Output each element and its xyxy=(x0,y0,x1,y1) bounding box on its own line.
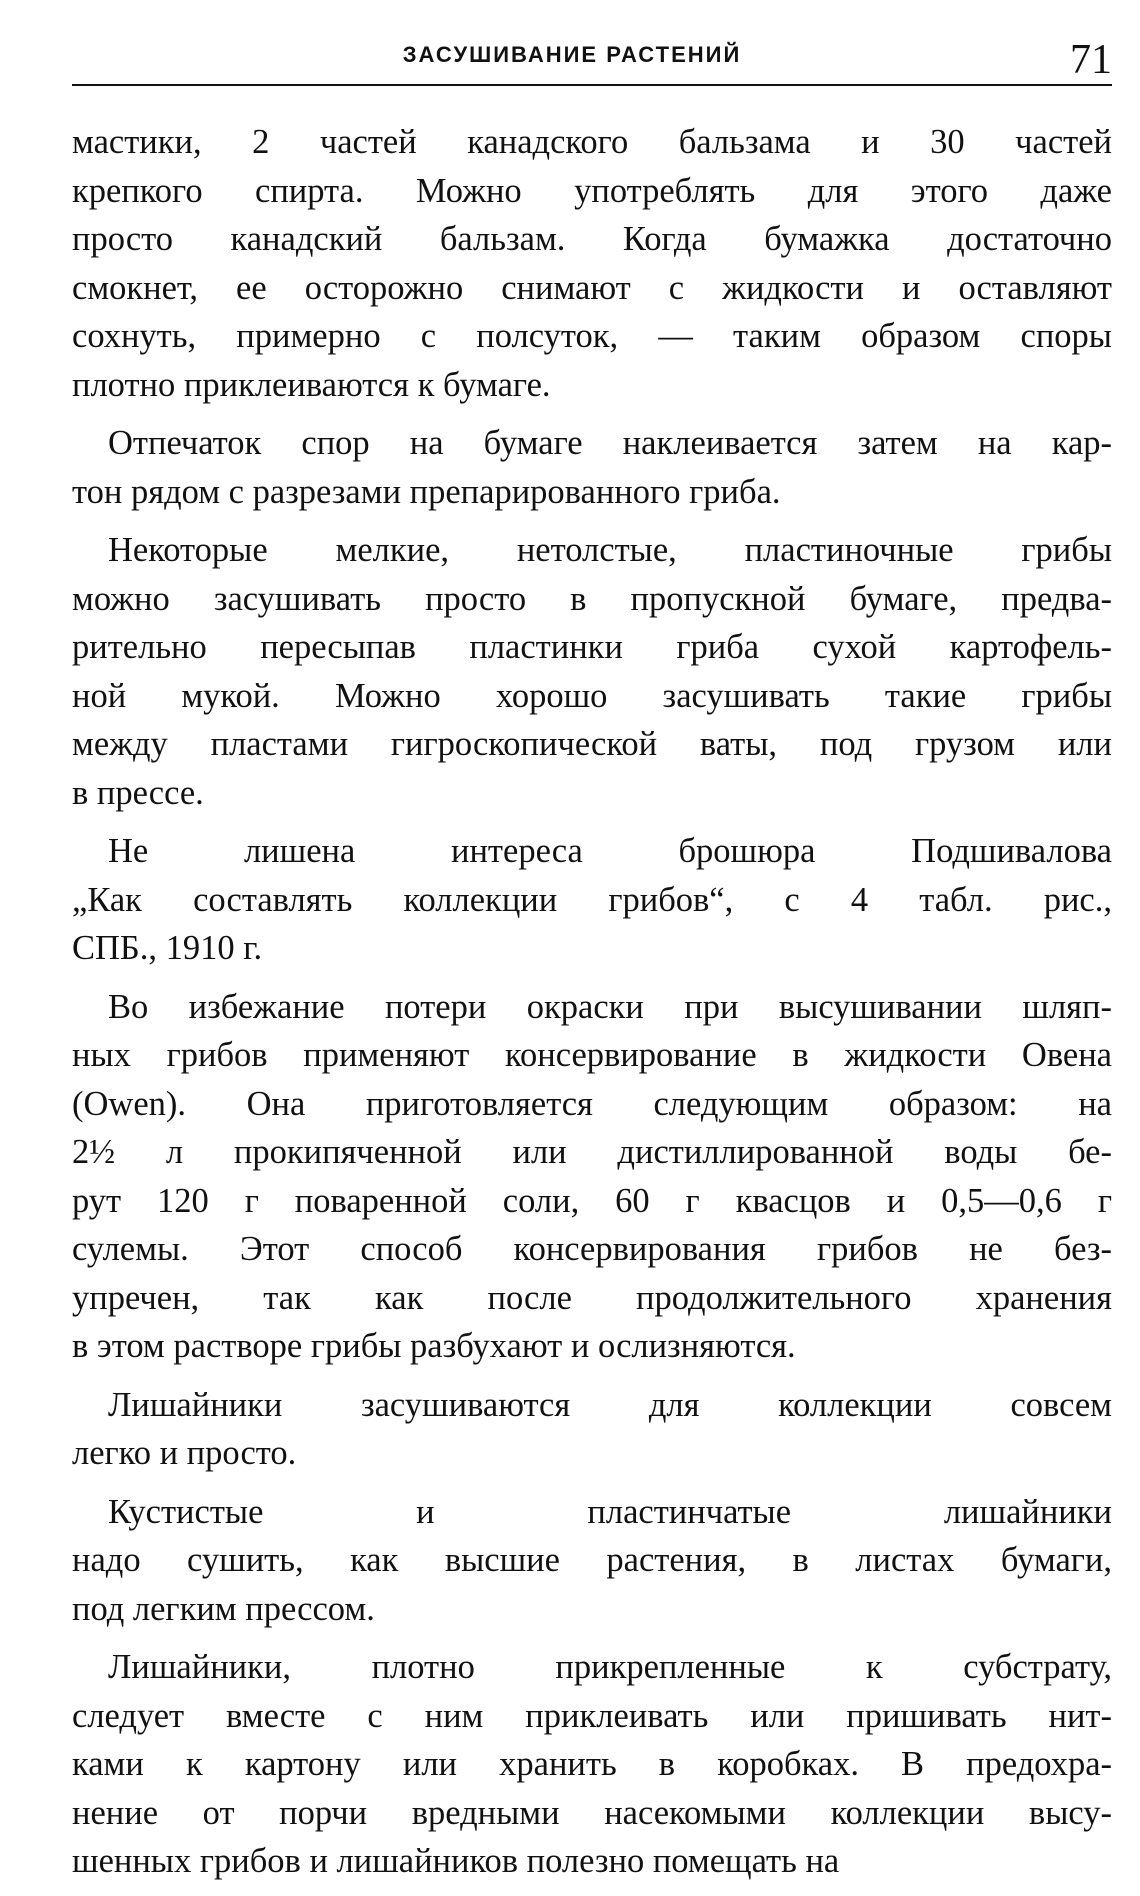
text-line: „Как составлять коллекции грибов“, с 4 табл. рис., xyxy=(72,880,1112,919)
text-line: сулемы. Этот способ консервирования грибов не без- xyxy=(72,1230,1112,1268)
paragraph xyxy=(72,1488,1112,1634)
text-line: 2½ л прокипяченной или дистиллированной воды бе- xyxy=(72,1133,1112,1171)
text-line: рительно пересыпав пластинки гриба сухой картофель- xyxy=(72,628,1112,666)
text-line: (Owen). Она приготовляется следующим образом: на xyxy=(72,1084,1112,1123)
text-line: смокнет, ее осторожно снимают с жидкости и оставляют xyxy=(72,268,1112,307)
text-line: Во избежание потери окраски при высушивании шляп- xyxy=(108,987,1112,1026)
running-title: ЗАСУШИВАНИЕ РАСТЕНИЙ xyxy=(402,42,742,67)
text-line: рут 120 г поваренной соли, 60 г квасцов и 0,5—0,6 г xyxy=(72,1181,1112,1220)
paragraph xyxy=(72,118,1112,409)
text-line: Кустистые и пластинчатые лишайники xyxy=(108,1492,1112,1531)
text-line: нение от порчи вредными насекомыми коллекции высу- xyxy=(72,1793,1112,1832)
text-line: между пластами гигроскопической ваты, под грузом или xyxy=(72,725,1112,763)
paragraph xyxy=(72,1643,1112,1886)
text-line: в прессе. xyxy=(72,773,204,812)
text-line: мастики, 2 частей канадского бальзама и 30 частей xyxy=(72,123,1112,161)
text-line: легко и просто. xyxy=(72,1434,297,1472)
paragraph xyxy=(72,1381,1112,1478)
text-line: просто канадский бальзам. Когда бумажка достаточно xyxy=(72,220,1112,258)
text-line: Лишайники засушиваются для коллекции совсем xyxy=(108,1385,1112,1424)
text-line: сохнуть, примерно с полсуток, — таким образом споры xyxy=(72,317,1112,355)
text-line: Лишайники, плотно прикрепленные к субстрату, xyxy=(108,1648,1112,1686)
body-text xyxy=(72,118,1112,1896)
paragraph xyxy=(72,419,1112,516)
text-line: ками к картону или хранить в коробках. В предохра- xyxy=(72,1745,1112,1783)
text-line: Отпечаток спор на бумаге наклеивается затем на кар- xyxy=(108,424,1112,462)
text-line: плотно приклеиваются к бумаге. xyxy=(72,365,551,404)
text-line: ных грибов применяют консервирование в жидкости Овена xyxy=(72,1036,1112,1074)
text-line: шенных грибов и лишайников полезно помещать на xyxy=(72,1842,840,1880)
text-line: под легким прессом. xyxy=(72,1589,375,1628)
paragraph xyxy=(72,827,1112,973)
text-line: крепкого спирта. Можно употреблять для этого даже xyxy=(72,171,1112,210)
text-line: надо сушить, как высшие растения, в листах бумаги, xyxy=(72,1541,1112,1579)
text-line: упречен, так как после продолжительного хранения xyxy=(72,1278,1112,1317)
paragraph xyxy=(72,983,1112,1371)
text-line: СПБ., 1910 г. xyxy=(72,929,263,967)
page-number: 71 xyxy=(1070,37,1112,83)
text-line: в этом растворе грибы разбухают и ослизняются. xyxy=(72,1327,796,1365)
text-line: тон рядом с разрезами препарированного гриба. xyxy=(72,472,781,511)
text-line: Не лишена интереса брошюра Подшивалова xyxy=(108,832,1112,870)
text-line: следует вместе с ним приклеивать или пришивать нит- xyxy=(72,1696,1112,1735)
paragraph xyxy=(72,526,1112,817)
text-line: Некоторые мелкие, нетолстые, пластиночные грибы xyxy=(108,531,1112,569)
header-rule xyxy=(72,84,1112,86)
text-line: можно засушивать просто в пропускной бумаге, предва- xyxy=(72,579,1112,618)
text-line: ной мукой. Можно хорошо засушивать такие грибы xyxy=(72,676,1112,715)
running-head xyxy=(72,32,1112,88)
